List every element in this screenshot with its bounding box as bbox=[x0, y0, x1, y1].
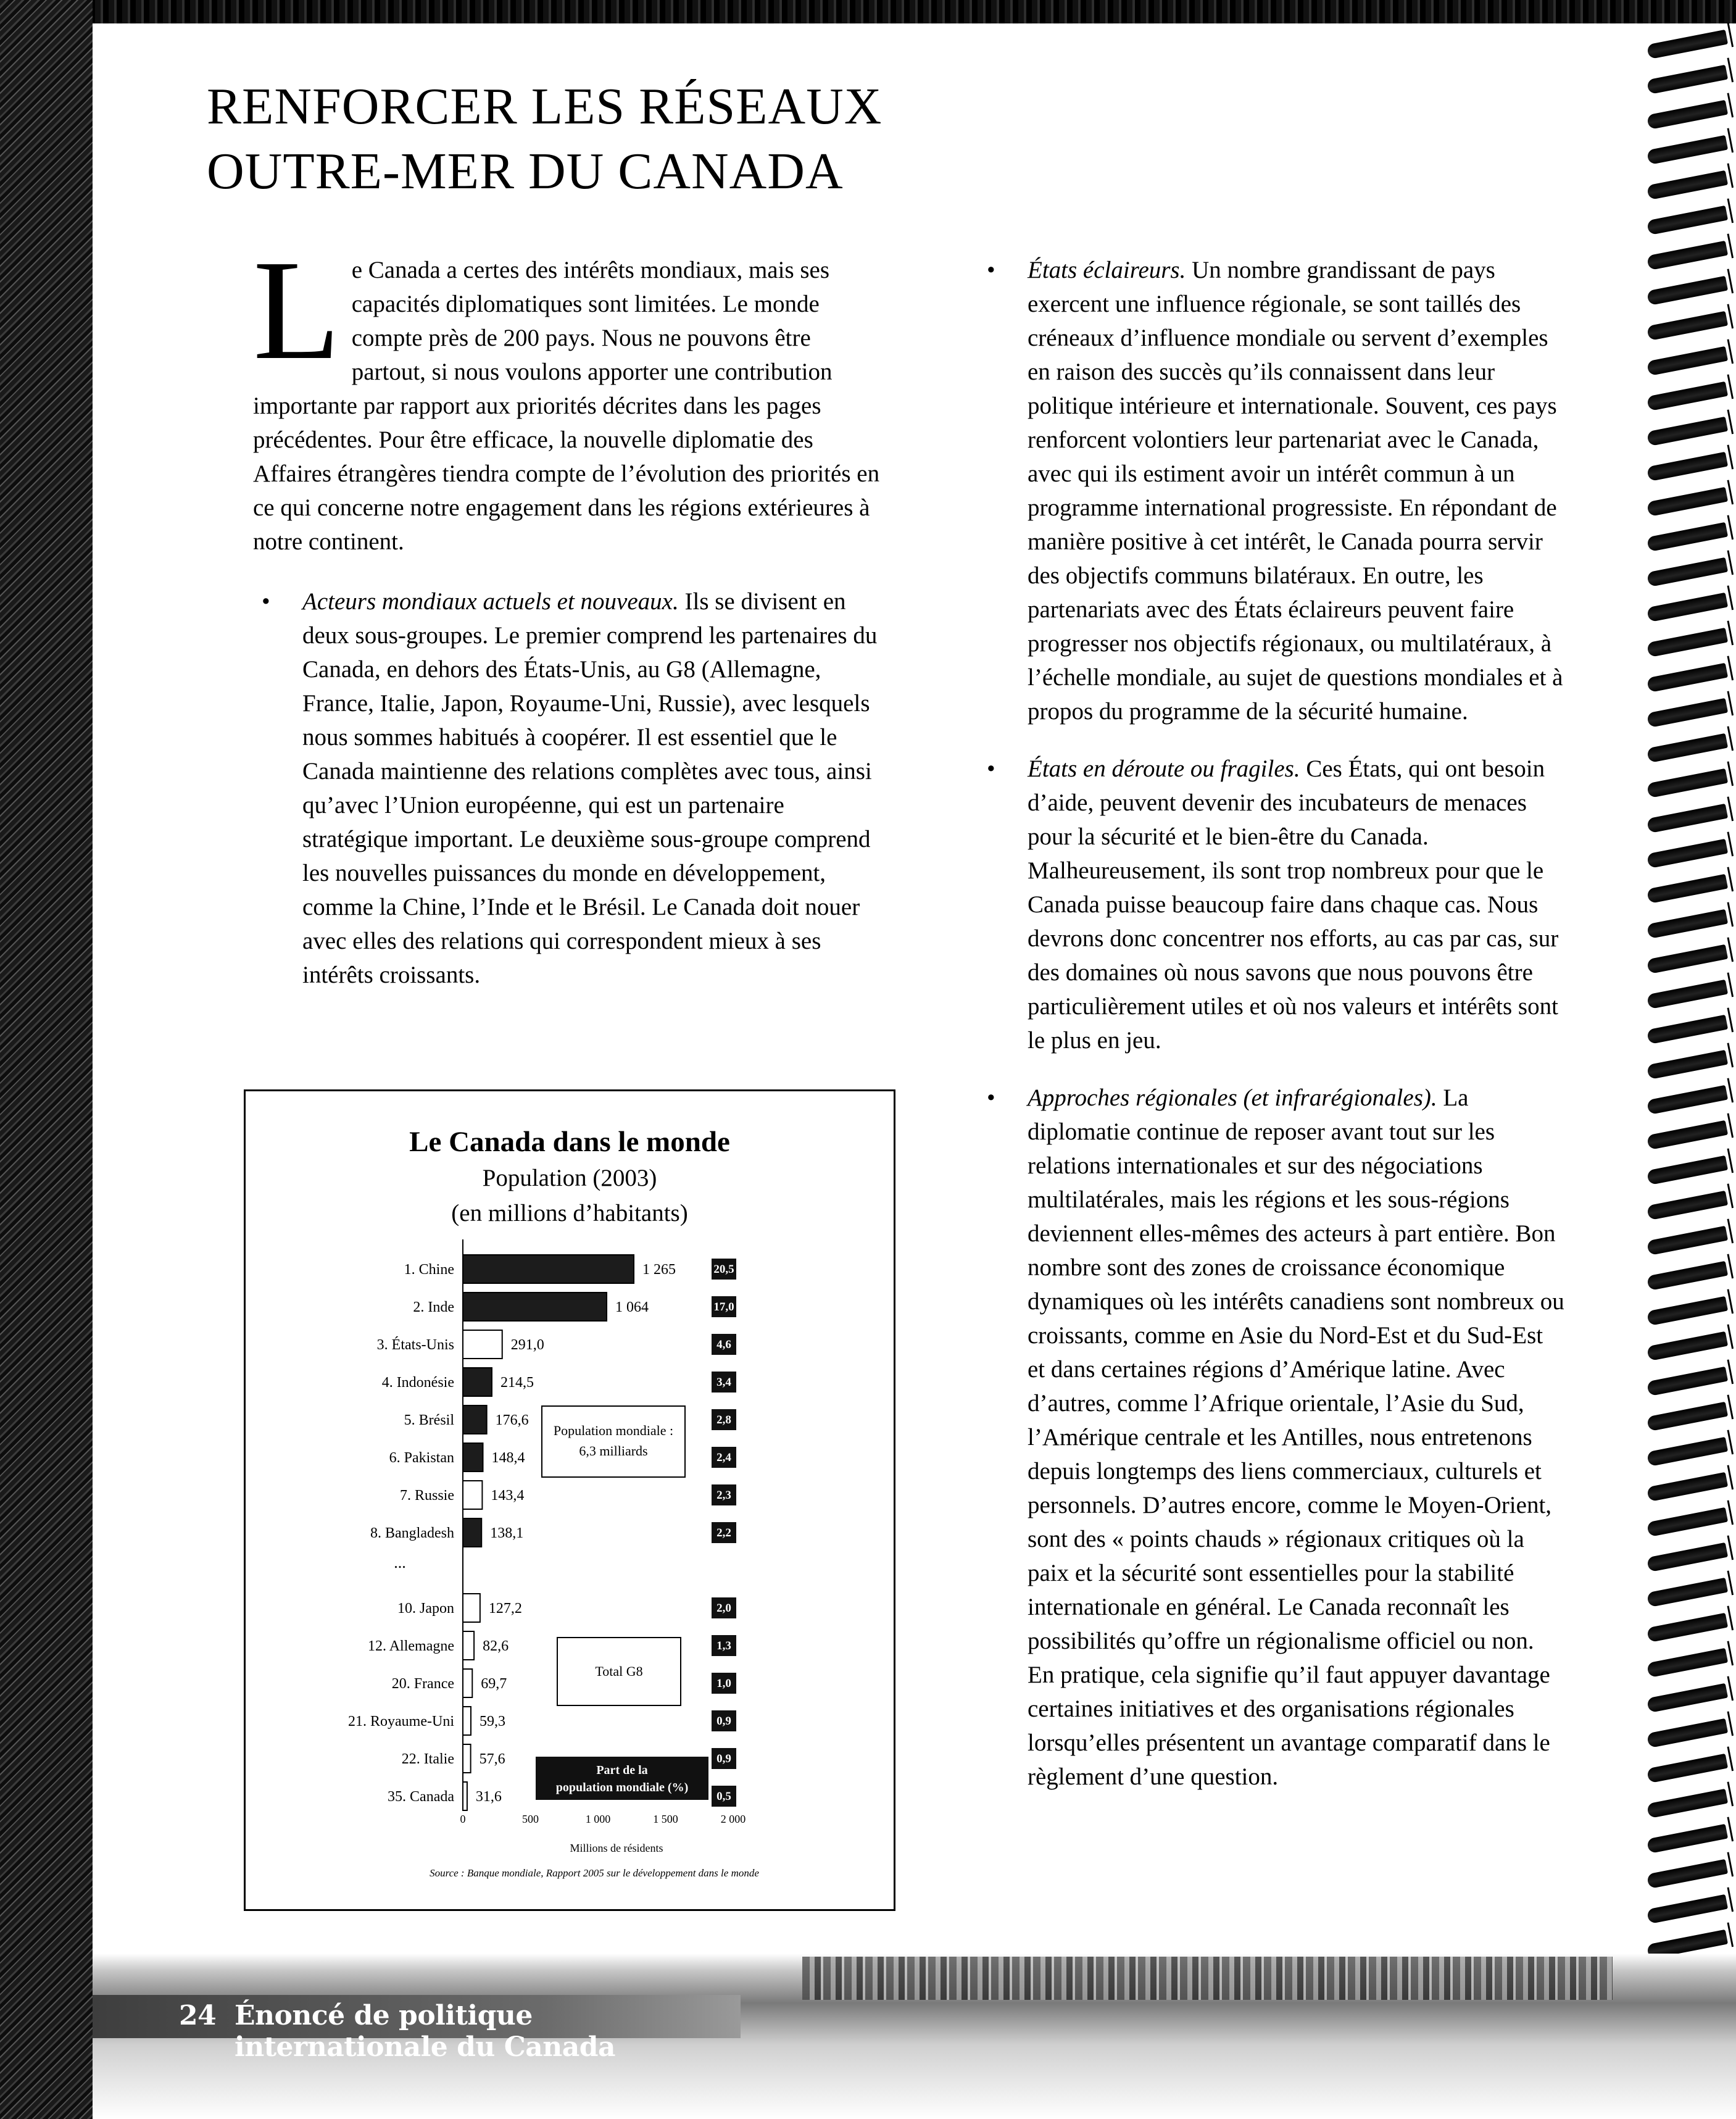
share-label: 1,3 bbox=[716, 1639, 731, 1652]
value-label: 69,7 bbox=[481, 1676, 507, 1692]
spiral-coil bbox=[1647, 381, 1728, 411]
spiral-coil bbox=[1647, 276, 1728, 306]
share-label: 2,0 bbox=[716, 1602, 731, 1615]
bar bbox=[463, 1443, 483, 1472]
bullet-heading: États éclaireurs. bbox=[1028, 257, 1186, 283]
spiral-coil bbox=[1647, 1472, 1728, 1502]
value-label: 214,5 bbox=[500, 1375, 534, 1391]
category-label: 7. Russie bbox=[399, 1488, 454, 1504]
bar bbox=[463, 1707, 471, 1735]
category-label: 5. Brésil bbox=[404, 1412, 454, 1428]
spiral-coil bbox=[1647, 1155, 1728, 1185]
spiral-coil bbox=[1647, 206, 1728, 235]
right-column bbox=[978, 253, 1564, 1817]
spiral-coil bbox=[1647, 1226, 1728, 1255]
spiral-coil bbox=[1647, 874, 1728, 904]
chart-source: Source : Banque mondiale, Rapport 2005 sur le développement dans le monde bbox=[430, 1867, 759, 1879]
bar bbox=[463, 1631, 474, 1660]
value-label: 82,6 bbox=[483, 1638, 509, 1654]
left-column bbox=[253, 231, 889, 1015]
bar bbox=[463, 1518, 481, 1547]
spiral-coil bbox=[1647, 1648, 1728, 1678]
spiral-coil bbox=[1647, 65, 1728, 94]
spiral-coil bbox=[1647, 1683, 1728, 1713]
share-legend-line1: Part de la bbox=[596, 1763, 648, 1777]
bar bbox=[463, 1481, 482, 1509]
spiral-coil bbox=[1647, 1191, 1728, 1220]
page-title bbox=[207, 74, 947, 204]
bullet-fragile-states bbox=[978, 752, 1564, 1057]
bullet-pioneer-states bbox=[978, 253, 1564, 728]
population-chart bbox=[244, 1089, 895, 1911]
bullet-icon: • bbox=[987, 756, 995, 782]
spiral-coil bbox=[1647, 1613, 1728, 1642]
drop-cap: L bbox=[253, 231, 341, 389]
spiral-coil bbox=[1647, 1507, 1728, 1537]
bullet-regional-approaches bbox=[978, 1081, 1564, 1794]
value-label: 57,6 bbox=[479, 1751, 505, 1767]
chart-plot bbox=[246, 1091, 894, 1909]
value-label: 1 064 bbox=[615, 1299, 649, 1315]
spiral-coil bbox=[1647, 909, 1728, 939]
category-label: 12. Allemagne bbox=[368, 1638, 454, 1654]
bar bbox=[463, 1405, 487, 1434]
bullet-global-actors bbox=[253, 585, 889, 992]
spiral-coil bbox=[1647, 593, 1728, 622]
spiral-coil bbox=[1647, 170, 1728, 200]
share-legend-line2: population mondiale (%) bbox=[555, 1781, 689, 1794]
category-label: 8. Bangladesh bbox=[370, 1525, 454, 1541]
bullet-icon: • bbox=[262, 588, 270, 615]
share-label: 2,8 bbox=[716, 1413, 731, 1426]
value-label: 31,6 bbox=[475, 1789, 502, 1805]
spiral-binding bbox=[1643, 37, 1736, 2119]
spiral-coil bbox=[1647, 1824, 1728, 1854]
share-label: 4,6 bbox=[716, 1338, 731, 1351]
spiral-coil bbox=[1647, 1296, 1728, 1326]
x-tick-label: 1 500 bbox=[653, 1813, 678, 1825]
spiral-coil bbox=[1647, 944, 1728, 974]
spiral-coil bbox=[1647, 1859, 1728, 1889]
x-tick-label: 500 bbox=[522, 1813, 539, 1825]
share-label: 0,9 bbox=[716, 1715, 731, 1728]
title-line-2: OUTRE-MER DU CANADA bbox=[207, 143, 844, 200]
world-population-label: Population mondiale : bbox=[553, 1423, 674, 1438]
scan-left-edge bbox=[0, 0, 93, 2119]
spiral-coil bbox=[1647, 1402, 1728, 1431]
spiral-coil bbox=[1647, 1542, 1728, 1572]
spiral-coil bbox=[1647, 1085, 1728, 1115]
spiral-coil bbox=[1647, 1718, 1728, 1748]
spiral-coil bbox=[1647, 733, 1728, 763]
spiral-coil bbox=[1647, 768, 1728, 798]
spiral-coil bbox=[1647, 1754, 1728, 1783]
bullet-heading: Approches régionales (et infrarégionales). bbox=[1028, 1084, 1437, 1111]
bullet-text: Ces États, qui ont besoin d’aide, peuvent devenir des incubateurs de menaces pour la sécurité et le bien-être du Canada. Malheureusement, ils sont trop nombreux pour que le Canada puisse beaucoup faire dans chaque cas. Nous devrons donc concentrer nos efforts, au cas par cas, sur des domaines où nous savons que nous pouvons être particulièrement utiles et où nos valeurs et intérêts sont le plus en jeu. bbox=[1028, 756, 1559, 1054]
share-label: 1,0 bbox=[716, 1677, 731, 1690]
value-label: 176,6 bbox=[495, 1412, 529, 1428]
value-label: 148,4 bbox=[491, 1450, 525, 1466]
spiral-coil bbox=[1647, 522, 1728, 552]
category-label: 22. Italie bbox=[401, 1751, 454, 1767]
footer-scan-streak bbox=[802, 1957, 1613, 2000]
share-label: 0,5 bbox=[716, 1790, 731, 1803]
page-number: 24 bbox=[179, 2000, 217, 2031]
bar bbox=[463, 1669, 472, 1697]
category-label: 35. Canada bbox=[388, 1789, 454, 1805]
scan-top-edge bbox=[0, 0, 1736, 23]
spiral-coil bbox=[1647, 417, 1728, 446]
category-label: 20. France bbox=[391, 1676, 454, 1692]
intro-text: e Canada a certes des intérêts mondiaux, mais ses capacités diplomatiques sont limitées. Le monde compte près de 200 pays. Nous ne pouvons être partout, si nous voulons apporter une contribution importante par rapport aux priorités décrites dans les pages précédentes. Pour être efficace, la nouvelle diplomatie des Affaires étrangères tiendra compte de l’évolution des priorités en ce qui concerne notre engagement dans les régions extérieures à notre continent. bbox=[253, 257, 880, 555]
spiral-coil bbox=[1647, 839, 1728, 868]
spiral-coil bbox=[1647, 1015, 1728, 1044]
spiral-coil bbox=[1647, 628, 1728, 657]
share-label: 2,2 bbox=[716, 1526, 731, 1539]
spiral-coil bbox=[1647, 1437, 1728, 1467]
value-label: 1 265 bbox=[642, 1262, 676, 1278]
intro-paragraph bbox=[253, 231, 889, 559]
spiral-coil bbox=[1647, 557, 1728, 587]
bullet-text: Un nombre grandissant de pays exercent une influence régionale, se sont taillés des créneaux d’influence mondiale ou servent d’exemples en raison des succès qu’ils connaissent dans leur politique intérieure et internationale. Souvent, ces pays renforcent volontiers leur partenariat avec le Canada, avec qui ils estiment avoir un intérêt commun à un programme international progressiste. En répondant de manière positive à cet intérêt, le Canada pourra servir des objectifs communs bilatéraux. En outre, les partenariats avec des États éclaireurs peuvent faire progresser nos objectifs régionaux, ou multilatéraux, à l’échelle mondiale, au sujet de questions mondiales et à propos du programme de la sécurité humaine. bbox=[1028, 257, 1563, 725]
title-line-1: RENFORCER LES RÉSEAUX bbox=[207, 78, 883, 135]
share-label: 2,4 bbox=[716, 1451, 731, 1464]
x-axis-title: Millions de résidents bbox=[570, 1842, 663, 1854]
spiral-coil bbox=[1647, 663, 1728, 693]
spiral-coil bbox=[1647, 1894, 1728, 1924]
spiral-coil bbox=[1647, 487, 1728, 517]
bar bbox=[463, 1255, 634, 1283]
bullet-heading: Acteurs mondiaux actuels et nouveaux. bbox=[302, 588, 679, 615]
spiral-coil bbox=[1647, 1050, 1728, 1080]
bar bbox=[463, 1293, 607, 1321]
category-label: 10. Japon bbox=[397, 1601, 454, 1617]
value-label: 138,1 bbox=[490, 1525, 524, 1541]
spiral-coil bbox=[1647, 1578, 1728, 1607]
spiral-coil bbox=[1647, 346, 1728, 376]
spiral-coil bbox=[1647, 311, 1728, 341]
category-label: 21. Royaume-Uni bbox=[348, 1713, 454, 1730]
world-population-box bbox=[542, 1406, 685, 1477]
footer bbox=[93, 1995, 741, 2063]
spiral-coil bbox=[1647, 135, 1728, 165]
category-label: 3. États-Unis bbox=[376, 1337, 454, 1353]
category-label: 2. Inde bbox=[413, 1299, 454, 1315]
spiral-coil bbox=[1647, 30, 1728, 59]
publication-title: Énoncé de politique internationale du Canada bbox=[235, 2000, 615, 2063]
g8-total-label: Total G8 bbox=[595, 1663, 643, 1679]
spiral-coil bbox=[1647, 804, 1728, 833]
chart-subtitle-units: (en millions d’habitants) bbox=[451, 1200, 688, 1226]
bar bbox=[463, 1368, 492, 1396]
x-tick-label: 0 bbox=[460, 1813, 466, 1825]
x-tick-label: 2 000 bbox=[720, 1813, 746, 1825]
category-label: 4. Indonésie bbox=[381, 1375, 454, 1391]
x-tick-label: 1 000 bbox=[585, 1813, 611, 1825]
ellipsis-label: ... bbox=[394, 1554, 406, 1572]
spiral-coil bbox=[1647, 452, 1728, 481]
chart-subtitle: Population (2003) bbox=[482, 1165, 657, 1191]
bar bbox=[463, 1744, 471, 1773]
spiral-coil bbox=[1647, 980, 1728, 1009]
bullet-icon: • bbox=[987, 1084, 995, 1111]
spiral-coil bbox=[1647, 1367, 1728, 1396]
share-label: 3,4 bbox=[716, 1376, 731, 1389]
spiral-coil bbox=[1647, 1261, 1728, 1291]
bar bbox=[463, 1594, 480, 1622]
chart-title: Le Canada dans le monde bbox=[409, 1126, 730, 1158]
share-label: 2,3 bbox=[716, 1489, 731, 1502]
value-label: 127,2 bbox=[488, 1601, 522, 1617]
value-label: 143,4 bbox=[491, 1488, 525, 1504]
spiral-coil bbox=[1647, 1120, 1728, 1150]
spiral-coil bbox=[1647, 100, 1728, 130]
share-label: 17,0 bbox=[713, 1301, 734, 1313]
spiral-coil bbox=[1647, 241, 1728, 270]
world-population-value: 6,3 milliards bbox=[579, 1443, 648, 1459]
bar bbox=[463, 1330, 502, 1359]
bullet-icon: • bbox=[987, 257, 995, 283]
bullet-text: La diplomatie continue de reposer avant tout sur les relations internationales et sur des négociations multilatérales, mais les régions et les sous-régions deviennent elles-mêmes des acteurs à part entière. Bon nombre sont des zones de croissance économique dynamiques où les intérêts canadiens sont nombreux ou croissants, comme en Asie du Nord-Est et du Sud-Est et dans certaines régions d’Amérique latine. Avec d’autres, comme l’Afrique orientale, l’Asie du Sud, l’Amérique centrale et les Antilles, nous entretenons depuis longtemps des liens commerciaux, culturels et personnels. D’autres encore, comme le Moyen-Orient, sont des « points chauds » régionaux critiques où la paix et la sécurité sont essentielles pour la stabilité internationale en général. Le Canada reconnaît les possibilités qu’offre un régionalisme officiel ou non. En pratique, cela signifie qu’il faut appuyer davantage certaines initiatives et des organisations régionales lorsqu’elles présentent un avantage comparatif dans le règlement d’une question. bbox=[1028, 1084, 1564, 1790]
bullet-heading: États en déroute ou fragiles. bbox=[1028, 756, 1300, 782]
bar bbox=[463, 1782, 467, 1810]
spiral-coil bbox=[1647, 698, 1728, 728]
category-label: 1. Chine bbox=[404, 1262, 454, 1278]
bullet-text: Ils se divisent en deux sous-groupes. Le premier comprend les partenaires du Canada, en dehors des États-Unis, au G8 (Allemagne, France, Italie, Japon, Royaume-Uni, Russie), avec lesquels nous sommes habitués à coopérer. Il est essentiel que le Canada maintienne des relations complètes avec tous, ainsi qu’avec l’Union européenne, qui est un partenaire stratégique important. Le deuxième sous-groupe comprend les nouvelles puissances du monde en développement, comme la Chine, l’Inde et le Brésil. Le Canada doit nouer avec elles des relations qui correspondent mieux à ses intérêts croissants. bbox=[302, 588, 878, 988]
value-label: 59,3 bbox=[479, 1713, 505, 1730]
spiral-coil bbox=[1647, 1331, 1728, 1361]
value-label: 291,0 bbox=[510, 1337, 544, 1353]
category-label: 6. Pakistan bbox=[389, 1450, 454, 1466]
share-label: 20,5 bbox=[713, 1263, 734, 1276]
share-label: 0,9 bbox=[716, 1752, 731, 1765]
spiral-coil bbox=[1647, 1789, 1728, 1818]
